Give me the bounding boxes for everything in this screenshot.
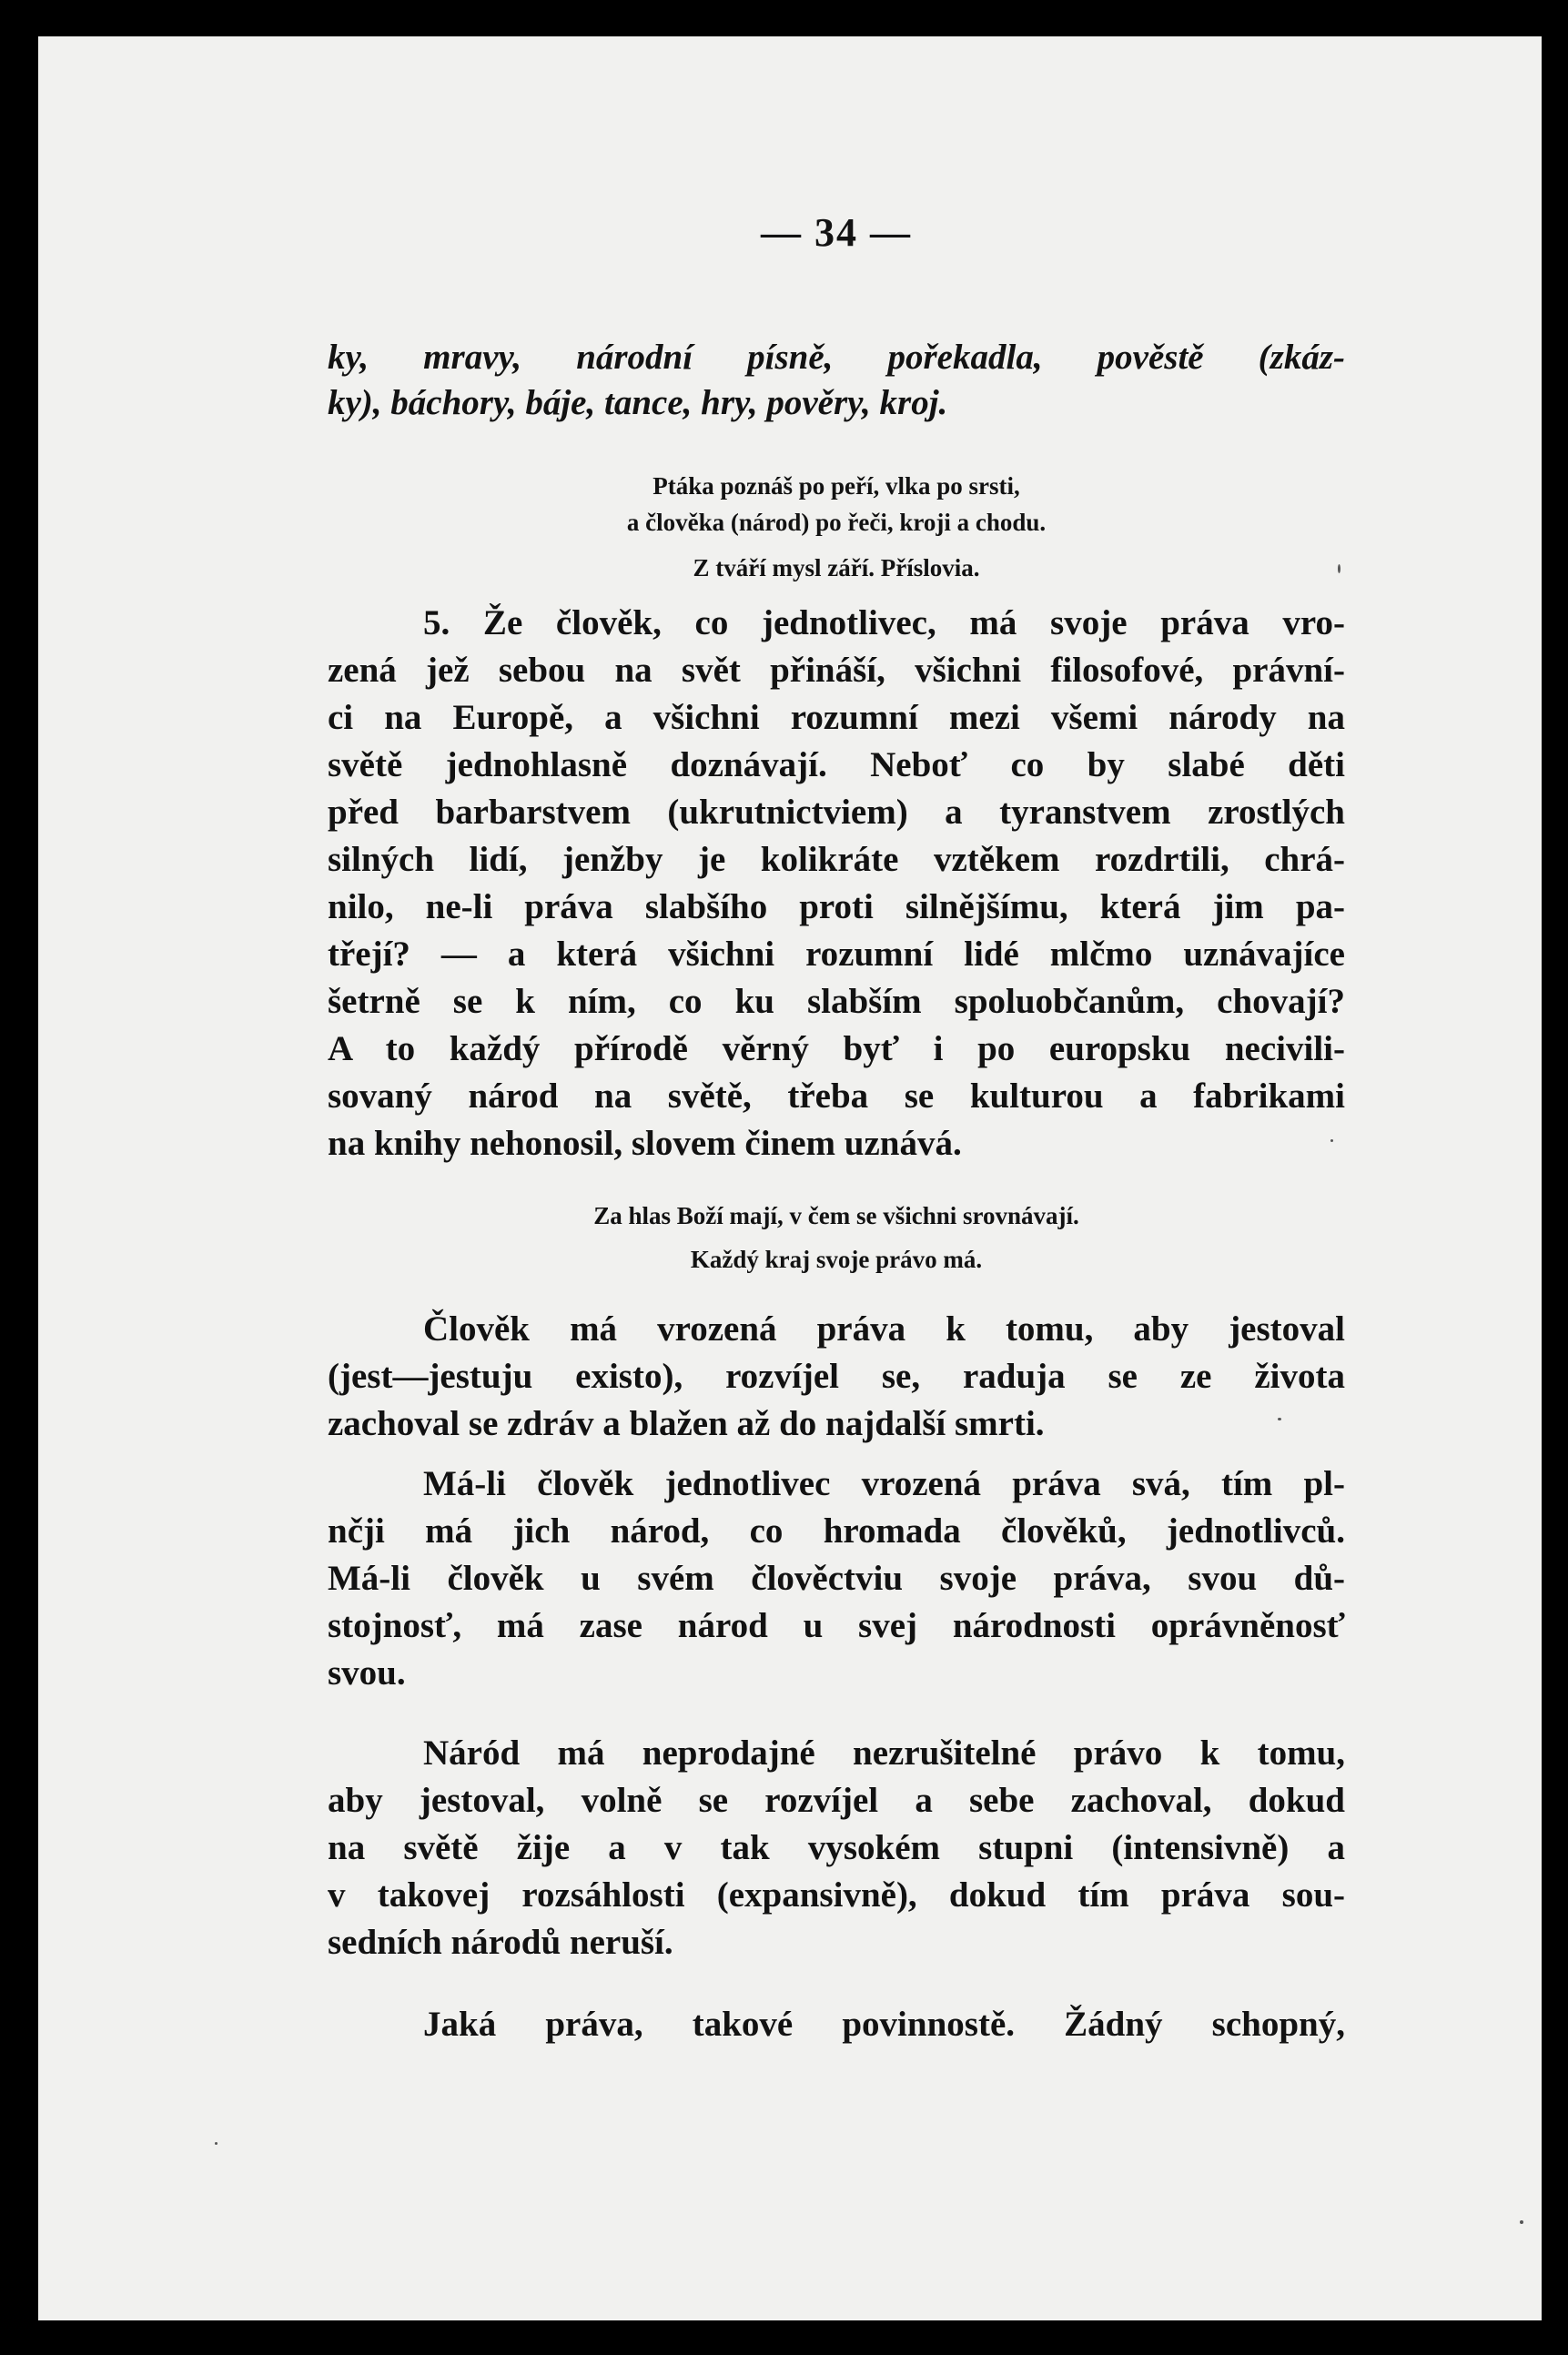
paragraph-line: zená jež sebou na svět přináší, všichni filosofové, právní-: [328, 651, 1345, 690]
paragraph-line: nilo, ne-li práva slabšího proti silnějšímu, která jim pa-: [328, 887, 1345, 926]
paragraph-line: Jaká práva, takové povinnostě. Žádný schopný,: [423, 2005, 1345, 2044]
paper-speck: [1278, 1418, 1281, 1420]
paragraph-line: A to každý přírodě věrný byť i po europsku necivili-: [328, 1029, 1345, 1068]
paragraph-line: šetrně se k ním, co ku slabším spoluobčanům, chovají?: [328, 982, 1345, 1021]
paragraph-line: sovaný národ na světě, třeba se kulturou a fabrikami: [328, 1076, 1345, 1116]
motto-line: Ptáka poznáš po peří, vlka po srsti,: [652, 472, 1020, 500]
motto-line: Každý kraj svoje právo má.: [690, 1246, 983, 1273]
paragraph-line: na světě žije a v tak vysokém stupni (intensivně) a: [328, 1828, 1345, 1867]
intro-line: ky, mravy, národní písně, pořekadla, pověstě (zkáz-: [328, 338, 1345, 377]
paragraph-line: Má-li člověk u svém člověctviu svoje práva, svou dů-: [328, 1559, 1345, 1598]
paragraph-line: Člověk má vrozená práva k tomu, aby jestoval: [423, 1309, 1345, 1349]
motto-line: a člověka (národ) po řeči, kroji a chodu.: [626, 509, 1047, 536]
paragraph-line: v takovej rozsáhlosti (expansivně), dokud tím práva sou-: [328, 1875, 1345, 1915]
intro-line: ky), báchory, báje, tance, hry, pověry, kroj.: [328, 383, 948, 422]
paragraph-line: před barbarstvem (ukrutnictviem) a tyranstvem zrostlých: [328, 793, 1345, 832]
paragraph-line: nčji má jich národ, co hromada člověků, jednotlivců.: [328, 1511, 1345, 1551]
paper-speck: [1330, 1139, 1333, 1142]
page-number: — 34 —: [761, 210, 912, 255]
paragraph-line: Má-li člověk jednotlivec vrozená práva svá, tím pl-: [423, 1464, 1345, 1503]
paragraph-line: 5. Že člověk, co jednotlivec, má svoje práva vro-: [423, 603, 1345, 642]
paragraph-line: sedních národů neruší.: [328, 1923, 673, 1962]
paragraph-line: zachoval se zdráv a blažen až do najdalší smrti.: [328, 1404, 1045, 1443]
paragraph-line: třejí? — a která všichni rozumní lidé mlčmo uznávajíce: [328, 935, 1345, 974]
book-page: [38, 36, 1542, 2320]
motto-source: Z tváří mysl září. Příslovia.: [693, 554, 980, 581]
paragraph-line: silných lidí, jenžby je kolikráte vztěkem rozdrtili, chrá-: [328, 840, 1345, 879]
paragraph-line: (jest—jestuju existo), rozvíjel se, raduja se ze života: [328, 1357, 1345, 1396]
paragraph-line: aby jestoval, volně se rozvíjel a sebe zachoval, dokud: [328, 1781, 1345, 1820]
paper-speck: [1338, 564, 1340, 573]
paper-speck: [1520, 2220, 1523, 2224]
paragraph-line: světě jednohlasně doznávají. Neboť co by slabé děti: [328, 745, 1345, 784]
paper-speck: [215, 2142, 217, 2145]
paragraph-line: svou.: [328, 1653, 406, 1693]
paragraph-line: ci na Europě, a všichni rozumní mezi všemi národy na: [328, 698, 1345, 737]
paragraph-line: stojnosť, má zase národ u svej národnosti oprávněnosť: [328, 1606, 1345, 1645]
paragraph-line: Náród má neprodajné nezrušitelné právo k tomu,: [423, 1733, 1345, 1773]
paragraph-line: na knihy nehonosil, slovem činem uznává.: [328, 1124, 962, 1163]
motto-line: Za hlas Boží mají, v čem se všichni srovnávají.: [593, 1202, 1079, 1229]
